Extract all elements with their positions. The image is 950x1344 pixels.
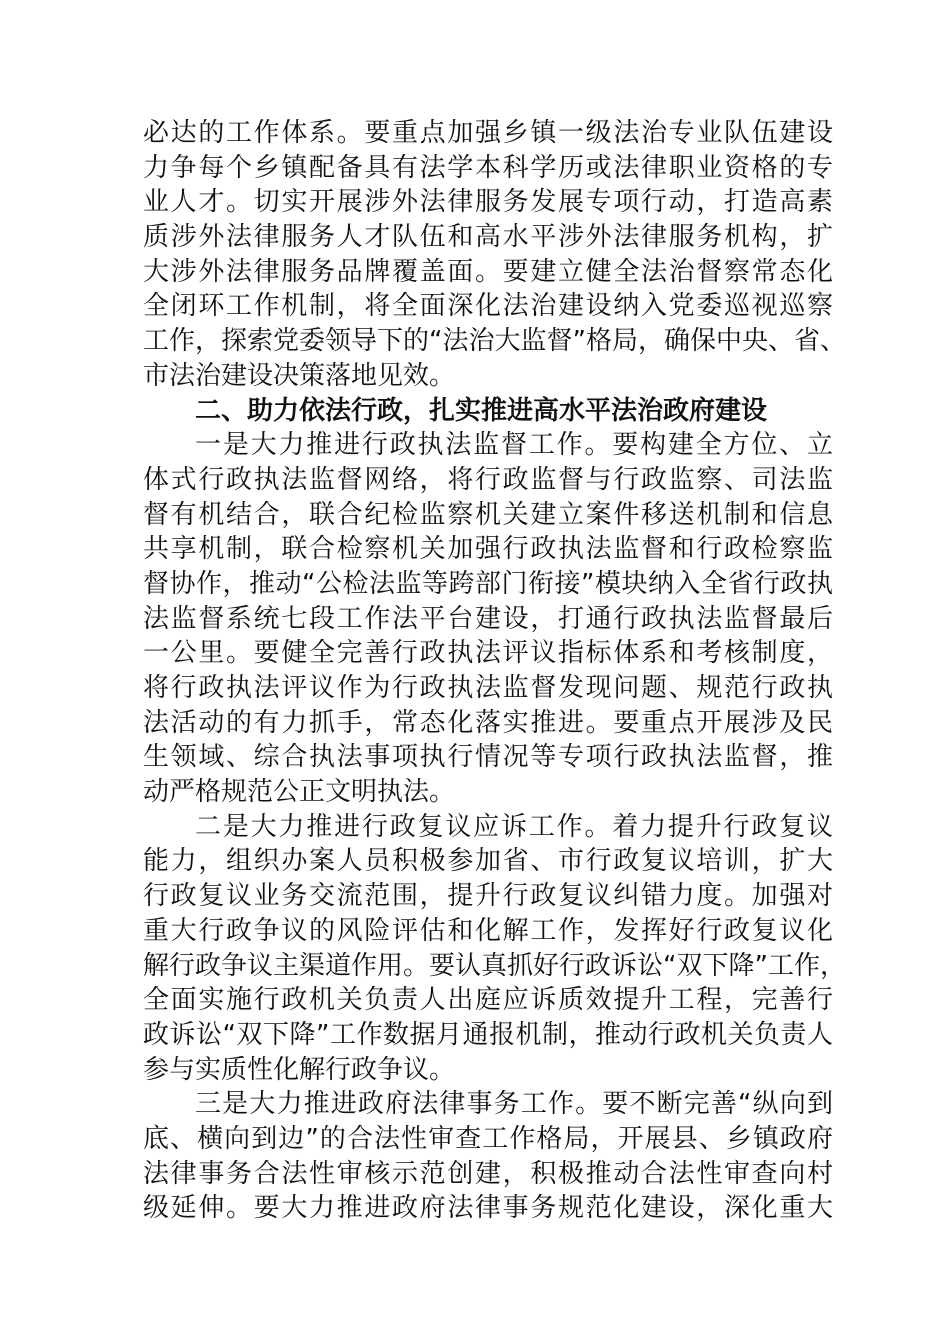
text-line: 全面实施行政机关负责人出庭应诉质效提升工程，完善行 — [143, 985, 833, 1016]
text-line: 督协作，推动“公检法监等跨部门衔接”模块纳入全省行政执 — [143, 568, 833, 599]
text-line: 力争每个乡镇配备具有法学本科学历或法律职业资格的专 — [143, 152, 833, 183]
text-line: 共享机制，联合检察机关加强行政执法监督和行政检察监 — [143, 534, 833, 565]
text-line: 法监督系统七段工作法平台建设，打通行政执法监督最后 — [143, 603, 833, 634]
document-body — [143, 116, 846, 1226]
text-line: 必达的工作体系。要重点加强乡镇一级法治专业队伍建设 — [143, 118, 833, 148]
text-line: 法活动的有力抓手，常态化落实推进。要重点开展涉及民 — [143, 707, 833, 738]
text-line: 一公里。要健全完善行政执法评议指标体系和考核制度， — [143, 638, 833, 669]
text-line: 督有机结合，联合纪检监察机关建立案件移送机制和信息 — [143, 499, 833, 530]
text-line: 解行政争议主渠道作用。要认真抓好行政诉讼“双下降”工作， — [143, 950, 846, 981]
text-line: 级延伸。要大力推进政府法律事务规范化建设，深化重大 — [143, 1193, 833, 1224]
text-line: 体式行政执法监督网络，将行政监督与行政监察、司法监 — [143, 464, 833, 495]
text-line: 法律事务合法性审核示范创建，积极推动合法性审查向村 — [143, 1158, 833, 1189]
text-line: 市法治建设决策落地见效。 — [143, 360, 456, 391]
text-line: 全闭环工作机制，将全面深化法治建设纳入党委巡视巡察 — [143, 291, 833, 322]
text-line: 重大行政争议的风险评估和化解工作，发挥好行政复议化 — [143, 915, 833, 946]
text-line: 底、横向到边”的合法性审查工作格局，开展县、乡镇政府 — [143, 1123, 833, 1154]
text-line: 三是大力推进政府法律事务工作。要不断完善“纵向到 — [195, 1089, 833, 1120]
text-line: 将行政执法评议作为行政执法监督发现问题、规范行政执 — [143, 673, 833, 703]
text-line: 参与实质性化解行政争议。 — [143, 1054, 456, 1085]
text-line: 业人才。切实开展涉外法律服务发展专项行动，打造高素 — [143, 187, 833, 218]
text-line: 能力，组织办案人员积极参加省、市行政复议培训，扩大 — [143, 846, 833, 877]
text-line: 一是大力推进行政执法监督工作。要构建全方位、立 — [195, 430, 833, 461]
section-heading: 二、助力依法行政，扎实推进高水平法治政府建设 — [195, 395, 768, 426]
text-line: 行政复议业务交流范围，提升行政复议纠错力度。加强对 — [143, 881, 833, 912]
text-line: 政诉讼“双下降”工作数据月通报机制，推动行政机关负责人 — [143, 1019, 833, 1050]
text-line: 工作，探索党委领导下的“法治大监督”格局，确保中央、省、 — [143, 326, 846, 357]
text-line: 二是大力推进行政复议应诉工作。着力提升行政复议 — [195, 811, 833, 842]
text-line: 动严格规范公正文明执法。 — [143, 777, 456, 808]
text-line: 大涉外法律服务品牌覆盖面。要建立健全法治督察常态化 — [143, 256, 833, 287]
text-line: 质涉外法律服务人才队伍和高水平涉外法律服务机构，扩 — [143, 222, 833, 253]
text-line: 生领域、综合执法事项执行情况等专项行政执法监督，推 — [143, 742, 833, 773]
